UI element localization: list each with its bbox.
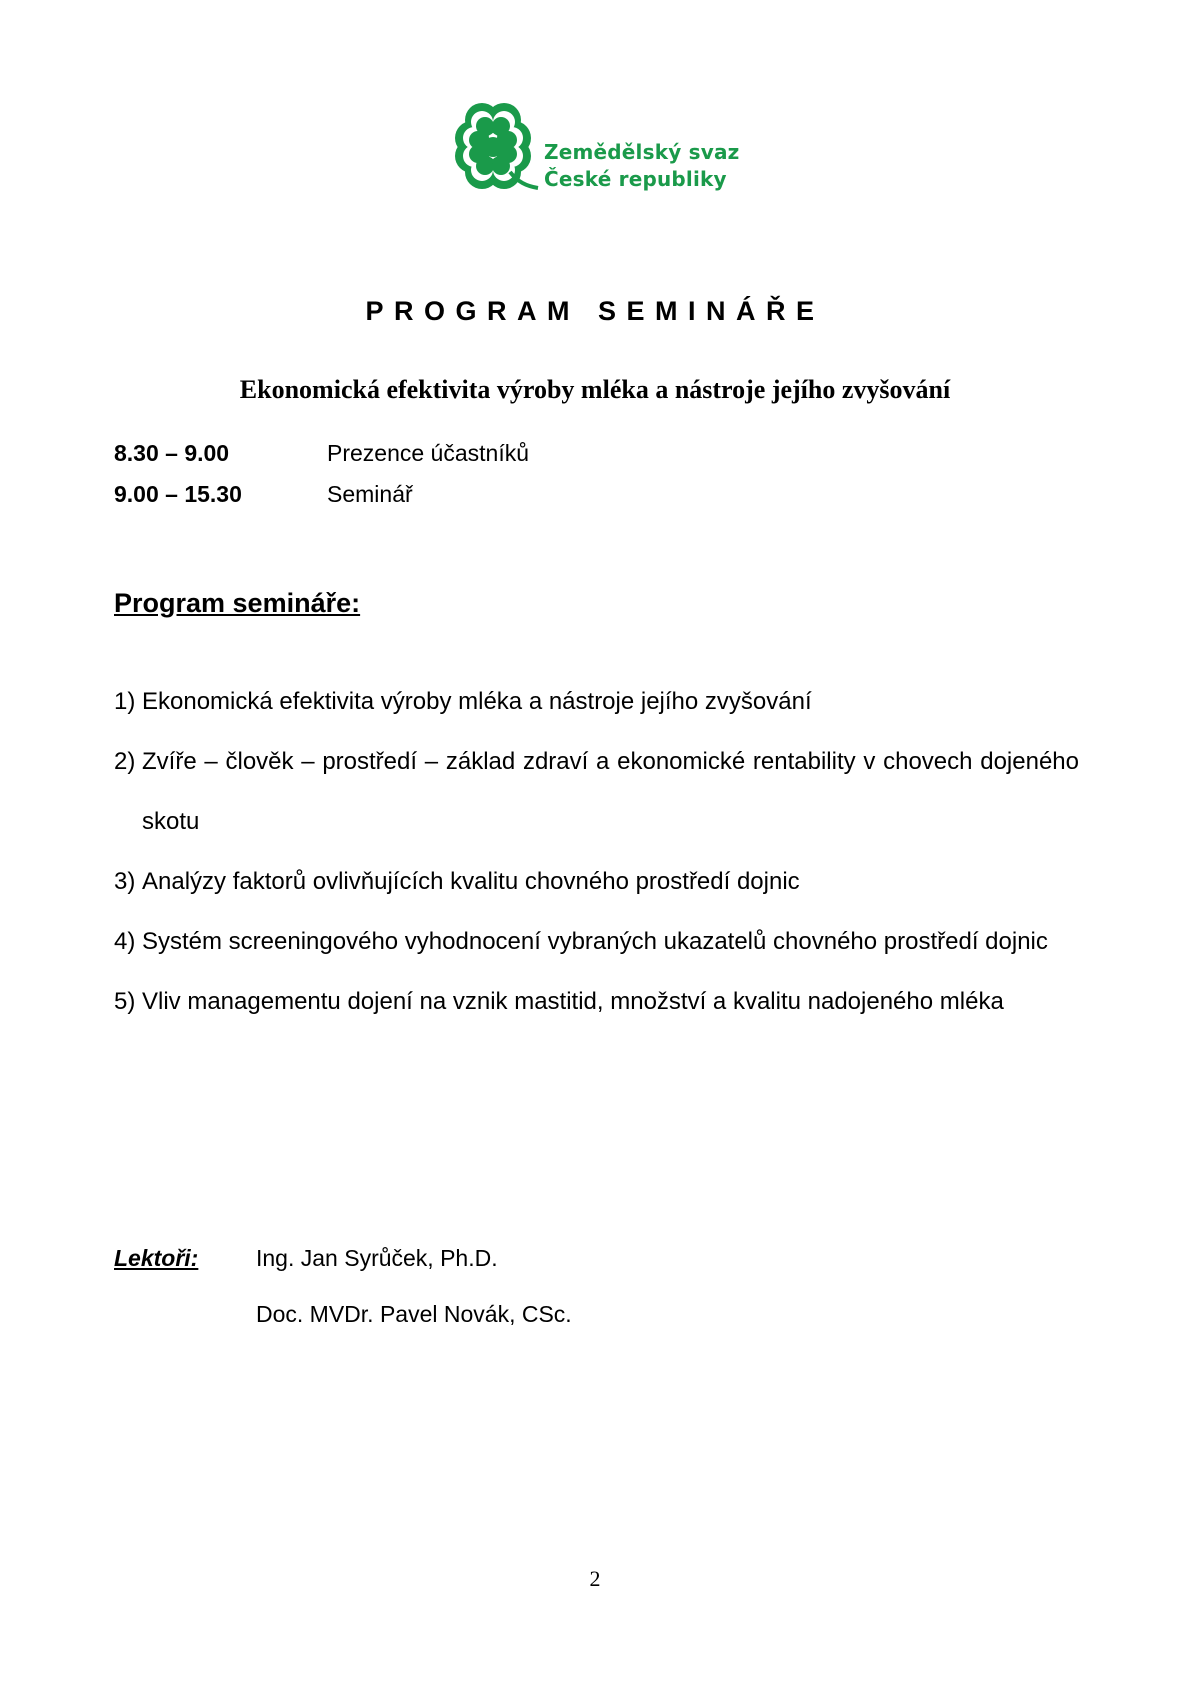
page-number: 2 — [589, 1566, 601, 1591]
list-item — [114, 672, 1079, 732]
schedule-time: 9.00 – 15.30 — [114, 481, 242, 507]
lecturers-label: Lektoři: — [114, 1245, 199, 1271]
four-leaf-clover-icon — [452, 100, 542, 194]
list-item-number: 4) — [114, 928, 136, 955]
logo-wordmark — [544, 139, 740, 193]
lecturer-name: Ing. Jan Syrůček, Ph.D. — [256, 1245, 498, 1271]
list-item — [114, 912, 1079, 972]
program-list — [114, 672, 1079, 1032]
program-heading: Program semináře: — [114, 588, 361, 618]
list-item — [114, 972, 1079, 1032]
schedule-activity: Prezence účastníků — [327, 440, 530, 466]
list-item-number: 1) — [114, 688, 136, 715]
lecturer-name: Doc. MVDr. Pavel Novák, CSc. — [256, 1301, 572, 1327]
list-item-text: Zvíře – člověk – prostředí – základ zdraví a ekonomické rentability v chovech dojeného skotu — [142, 748, 1079, 835]
logo-line-2: České republiky — [544, 167, 727, 191]
list-item-number: 2) — [114, 748, 136, 775]
list-item-text: Vliv managementu dojení na vznik mastitid, množství a kvalitu nadojeného mléka — [142, 988, 1004, 1015]
organization-logo — [452, 100, 752, 194]
page-title: PROGRAM SEMINÁŘE — [365, 296, 825, 326]
schedule-time: 8.30 – 9.00 — [114, 440, 230, 466]
list-item-text: Systém screeningového vyhodnocení vybraných ukazatelů chovného prostředí dojnic — [142, 928, 1048, 955]
list-item-number: 3) — [114, 868, 136, 895]
seminar-subtitle: Ekonomická efektivita výroby mléka a nástroje jejího zvyšování — [239, 375, 951, 404]
list-item — [114, 732, 1079, 852]
list-item — [114, 852, 1079, 912]
logo-line-1: Zemědělský svaz — [544, 140, 740, 164]
list-item-text: Analýzy faktorů ovlivňujících kvalitu chovného prostředí dojnic — [142, 868, 800, 895]
list-item-text: Ekonomická efektivita výroby mléka a nástroje jejího zvyšování — [142, 688, 812, 715]
schedule-activity: Seminář — [327, 481, 413, 507]
list-item-number: 5) — [114, 988, 136, 1015]
